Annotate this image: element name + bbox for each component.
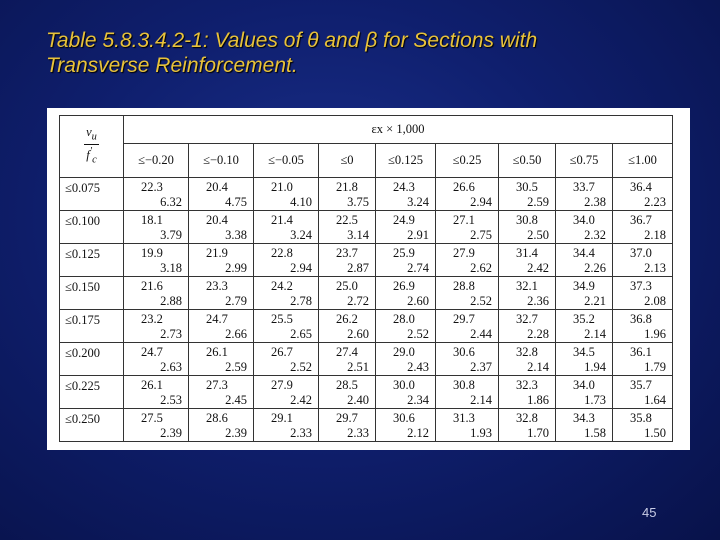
data-cell (254, 409, 319, 442)
column-header: ≤−0.10 (189, 144, 254, 178)
data-cell (189, 277, 254, 310)
data-cell (376, 376, 436, 409)
theta-value: 32.8 (516, 411, 538, 425)
row-label: ≤0.075 (60, 178, 124, 211)
theta-value: 24.9 (393, 213, 415, 227)
data-cell (189, 376, 254, 409)
data-cell (124, 211, 189, 244)
corner-denominator-sub: c (92, 154, 97, 166)
data-cell (319, 343, 376, 376)
data-cell (613, 310, 673, 343)
data-cell (319, 211, 376, 244)
beta-value: 2.72 (347, 294, 369, 308)
theta-value: 34.0 (573, 378, 595, 392)
theta-value: 27.9 (271, 378, 293, 392)
beta-value: 2.36 (527, 294, 549, 308)
theta-value: 26.9 (393, 279, 415, 293)
theta-value: 22.8 (271, 246, 293, 260)
data-cell (376, 409, 436, 442)
column-header: ≤−0.20 (124, 144, 189, 178)
beta-value: 1.86 (527, 393, 549, 407)
data-cell (556, 178, 613, 211)
data-cell (254, 343, 319, 376)
theta-value: 26.1 (141, 378, 163, 392)
theta-value: 36.7 (630, 213, 652, 227)
beta-value: 2.14 (584, 327, 606, 341)
beta-value: 2.21 (584, 294, 606, 308)
beta-value: 2.37 (470, 360, 492, 374)
data-cell (499, 376, 556, 409)
column-header: ≤−0.05 (254, 144, 319, 178)
theta-value: 26.6 (453, 180, 475, 194)
beta-value: 2.87 (347, 261, 369, 275)
data-cell (254, 310, 319, 343)
beta-value: 2.52 (407, 327, 429, 341)
data-cell (436, 376, 499, 409)
beta-value: 2.43 (407, 360, 429, 374)
beta-value: 2.52 (470, 294, 492, 308)
data-cell (556, 343, 613, 376)
data-cell (189, 310, 254, 343)
theta-value: 29.7 (453, 312, 475, 326)
beta-value: 6.32 (160, 195, 182, 209)
beta-value: 4.10 (290, 195, 312, 209)
beta-value: 2.99 (225, 261, 247, 275)
data-cell (124, 178, 189, 211)
beta-value: 2.53 (160, 393, 182, 407)
theta-value: 32.1 (516, 279, 538, 293)
beta-value: 2.59 (527, 195, 549, 209)
beta-value: 2.60 (347, 327, 369, 341)
theta-value: 36.8 (630, 312, 652, 326)
data-cell (556, 310, 613, 343)
data-cell (499, 277, 556, 310)
data-cell (613, 178, 673, 211)
table-row (60, 376, 673, 409)
theta-value: 22.5 (336, 213, 358, 227)
beta-value: 2.08 (644, 294, 666, 308)
corner-denominator: f (86, 148, 90, 163)
table-row (60, 178, 673, 211)
beta-value: 2.34 (407, 393, 429, 407)
data-cell (124, 277, 189, 310)
theta-value: 24.3 (393, 180, 415, 194)
beta-value: 2.32 (584, 228, 606, 242)
theta-value: 34.4 (573, 246, 595, 260)
beta-value: 2.62 (470, 261, 492, 275)
data-cell (556, 376, 613, 409)
data-cell (613, 211, 673, 244)
table-row (60, 409, 673, 442)
data-cell (436, 310, 499, 343)
theta-value: 26.7 (271, 345, 293, 359)
table-row (60, 310, 673, 343)
theta-value: 20.4 (206, 180, 228, 194)
data-cell (499, 178, 556, 211)
column-header: ≤0 (319, 144, 376, 178)
theta-value: 21.9 (206, 246, 228, 260)
data-cell (499, 409, 556, 442)
data-cell (376, 178, 436, 211)
data-cell (556, 409, 613, 442)
row-label: ≤0.150 (60, 277, 124, 310)
beta-value: 3.24 (290, 228, 312, 242)
beta-value: 2.33 (290, 426, 312, 440)
data-cell (319, 409, 376, 442)
beta-value: 3.24 (407, 195, 429, 209)
beta-value: 2.38 (584, 195, 606, 209)
column-header: ≤0.125 (376, 144, 436, 178)
data-cell (376, 244, 436, 277)
beta-value: 2.33 (347, 426, 369, 440)
theta-value: 29.7 (336, 411, 358, 425)
corner-numerator: v (86, 125, 92, 140)
beta-value: 2.79 (225, 294, 247, 308)
beta-value: 2.23 (644, 195, 666, 209)
data-cell (124, 310, 189, 343)
data-cell (436, 244, 499, 277)
data-cell (189, 343, 254, 376)
data-cell (189, 244, 254, 277)
title-line-2: Transverse Reinforcement. (46, 54, 298, 77)
data-cell (499, 343, 556, 376)
row-label: ≤0.225 (60, 376, 124, 409)
data-cell (189, 211, 254, 244)
row-label: ≤0.100 (60, 211, 124, 244)
theta-value: 35.7 (630, 378, 652, 392)
beta-value: 3.75 (347, 195, 369, 209)
theta-value: 32.3 (516, 378, 538, 392)
data-cell (613, 244, 673, 277)
data-cell (613, 376, 673, 409)
beta-value: 3.79 (160, 228, 182, 242)
row-label: ≤0.250 (60, 409, 124, 442)
theta-value: 27.4 (336, 345, 358, 359)
theta-value: 23.3 (206, 279, 228, 293)
beta-value: 2.51 (347, 360, 369, 374)
vu-fc-fraction (84, 126, 99, 166)
theta-value: 30.8 (453, 378, 475, 392)
beta-value: 2.94 (290, 261, 312, 275)
beta-value: 1.58 (584, 426, 606, 440)
beta-value: 2.66 (225, 327, 247, 341)
beta-value: 2.52 (290, 360, 312, 374)
data-cell (189, 409, 254, 442)
beta-value: 1.96 (644, 327, 666, 341)
beta-value: 2.39 (225, 426, 247, 440)
theta-value: 36.1 (630, 345, 652, 359)
data-cell (254, 244, 319, 277)
data-cell (376, 310, 436, 343)
data-cell (556, 277, 613, 310)
beta-value: 2.65 (290, 327, 312, 341)
data-cell (613, 343, 673, 376)
beta-value: 2.28 (527, 327, 549, 341)
theta-value: 30.8 (516, 213, 538, 227)
beta-value: 2.75 (470, 228, 492, 242)
beta-value: 1.73 (584, 393, 606, 407)
data-cell (124, 343, 189, 376)
theta-value: 30.6 (453, 345, 475, 359)
data-cell (436, 409, 499, 442)
theta-value: 24.7 (206, 312, 228, 326)
data-cell (319, 244, 376, 277)
beta-value: 2.91 (407, 228, 429, 242)
data-cell (556, 211, 613, 244)
theta-value: 18.1 (141, 213, 163, 227)
data-cell (319, 310, 376, 343)
theta-value: 27.3 (206, 378, 228, 392)
data-cell (124, 409, 189, 442)
beta-value: 2.73 (160, 327, 182, 341)
data-cell (319, 277, 376, 310)
data-cell (124, 244, 189, 277)
beta-value: 2.45 (225, 393, 247, 407)
corner-numerator-sub: u (91, 131, 97, 143)
row-label: ≤0.175 (60, 310, 124, 343)
theta-value: 30.0 (393, 378, 415, 392)
table-row (60, 343, 673, 376)
table-row (60, 244, 673, 277)
beta-value: 2.94 (470, 195, 492, 209)
data-cell (254, 211, 319, 244)
data-cell (254, 178, 319, 211)
beta-value: 1.70 (527, 426, 549, 440)
data-cell (124, 376, 189, 409)
theta-value: 23.7 (336, 246, 358, 260)
theta-value: 30.5 (516, 180, 538, 194)
beta-value: 2.39 (160, 426, 182, 440)
beta-value: 3.38 (225, 228, 247, 242)
data-cell (436, 211, 499, 244)
theta-value: 33.7 (573, 180, 595, 194)
vu-over-fc-header (60, 116, 124, 178)
theta-value: 27.1 (453, 213, 475, 227)
title-line-1: Table 5.8.3.4.2-1: Values of θ and β for Sections with (46, 29, 538, 52)
data-cell (376, 211, 436, 244)
theta-value: 28.6 (206, 411, 228, 425)
theta-value: 24.7 (141, 345, 163, 359)
table-card (47, 108, 690, 450)
theta-value: 34.9 (573, 279, 595, 293)
data-cell (189, 178, 254, 211)
data-cell (499, 244, 556, 277)
theta-value: 34.5 (573, 345, 595, 359)
data-cell (499, 310, 556, 343)
theta-value: 28.5 (336, 378, 358, 392)
theta-value: 37.3 (630, 279, 652, 293)
theta-value: 24.2 (271, 279, 293, 293)
theta-value: 21.0 (271, 180, 293, 194)
beta-value: 2.14 (470, 393, 492, 407)
data-cell (254, 277, 319, 310)
theta-value: 34.0 (573, 213, 595, 227)
beta-value: 2.14 (527, 360, 549, 374)
beta-value: 1.64 (644, 393, 666, 407)
theta-value: 29.1 (271, 411, 293, 425)
theta-value: 21.4 (271, 213, 293, 227)
theta-value: 27.5 (141, 411, 163, 425)
theta-value: 25.0 (336, 279, 358, 293)
corner-denominator-prime: ′ (89, 145, 93, 157)
theta-value: 34.3 (573, 411, 595, 425)
theta-value: 37.0 (630, 246, 652, 260)
beta-value: 2.13 (644, 261, 666, 275)
beta-value: 2.42 (527, 261, 549, 275)
beta-value: 3.18 (160, 261, 182, 275)
beta-value: 1.50 (644, 426, 666, 440)
theta-value: 30.6 (393, 411, 415, 425)
beta-value: 2.18 (644, 228, 666, 242)
column-header: ≤0.50 (499, 144, 556, 178)
beta-value: 2.42 (290, 393, 312, 407)
data-cell (376, 343, 436, 376)
column-header: ≤1.00 (613, 144, 673, 178)
theta-value: 32.8 (516, 345, 538, 359)
table-row (60, 211, 673, 244)
table-row (60, 277, 673, 310)
page-number: 45 (642, 505, 657, 520)
beta-value: 2.26 (584, 261, 606, 275)
beta-value: 2.59 (225, 360, 247, 374)
theta-value: 36.4 (630, 180, 652, 194)
row-label: ≤0.125 (60, 244, 124, 277)
theta-value: 22.3 (141, 180, 163, 194)
slide-title (46, 28, 686, 78)
row-label: ≤0.200 (60, 343, 124, 376)
theta-beta-table (59, 115, 673, 442)
beta-value: 1.94 (584, 360, 606, 374)
theta-value: 29.0 (393, 345, 415, 359)
data-cell (436, 178, 499, 211)
data-cell (436, 343, 499, 376)
theta-value: 26.2 (336, 312, 358, 326)
theta-value: 20.4 (206, 213, 228, 227)
theta-value: 26.1 (206, 345, 228, 359)
data-cell (376, 277, 436, 310)
data-cell (613, 277, 673, 310)
theta-value: 32.7 (516, 312, 538, 326)
data-cell (499, 211, 556, 244)
beta-value: 1.79 (644, 360, 666, 374)
beta-value: 4.75 (225, 195, 247, 209)
theta-value: 27.9 (453, 246, 475, 260)
beta-value: 1.93 (470, 426, 492, 440)
beta-value: 2.63 (160, 360, 182, 374)
beta-value: 2.12 (407, 426, 429, 440)
theta-value: 35.8 (630, 411, 652, 425)
beta-value: 2.78 (290, 294, 312, 308)
data-cell (436, 277, 499, 310)
theta-value: 23.2 (141, 312, 163, 326)
theta-value: 35.2 (573, 312, 595, 326)
theta-value: 31.3 (453, 411, 475, 425)
eps-header: εx × 1,000 (124, 116, 673, 144)
beta-value: 2.50 (527, 228, 549, 242)
column-header: ≤0.75 (556, 144, 613, 178)
theta-value: 19.9 (141, 246, 163, 260)
beta-value: 2.60 (407, 294, 429, 308)
theta-value: 21.8 (336, 180, 358, 194)
data-cell (319, 376, 376, 409)
theta-value: 28.8 (453, 279, 475, 293)
beta-value: 2.88 (160, 294, 182, 308)
beta-value: 3.14 (347, 228, 369, 242)
data-cell (254, 376, 319, 409)
theta-value: 25.5 (271, 312, 293, 326)
data-cell (319, 178, 376, 211)
data-cell (613, 409, 673, 442)
theta-value: 25.9 (393, 246, 415, 260)
beta-value: 2.40 (347, 393, 369, 407)
data-cell (556, 244, 613, 277)
beta-value: 2.74 (407, 261, 429, 275)
column-header: ≤0.25 (436, 144, 499, 178)
theta-value: 28.0 (393, 312, 415, 326)
beta-value: 2.44 (470, 327, 492, 341)
theta-value: 21.6 (141, 279, 163, 293)
theta-value: 31.4 (516, 246, 538, 260)
